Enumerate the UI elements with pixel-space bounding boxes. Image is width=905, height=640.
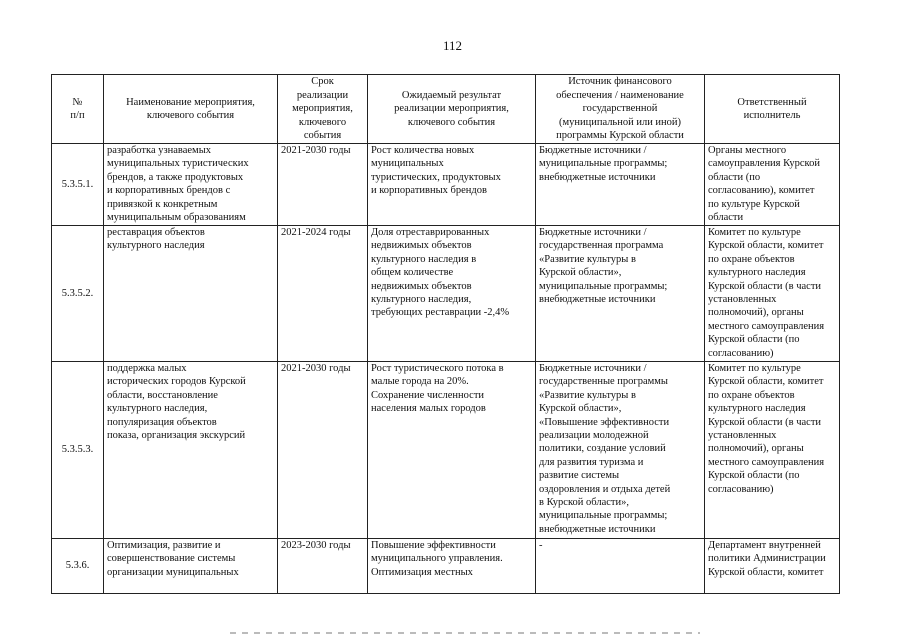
- executor-cell: Органы местного самоуправления Курской области (по согласованию), комитет по культуре Курской области: [705, 144, 840, 226]
- table-row: [52, 539, 840, 594]
- funding-source-cell: Бюджетные источники / государственные программы «Развитие культуры в Курской области», «Повышение эффективности реализации молодежной политики, создание условий для развития туризма и развитие системы оздоровления и отдыха детей в Курской области», муниципальные программы; внебюджетные источники: [536, 362, 705, 539]
- header-number: № п/п: [52, 75, 104, 144]
- term-cell: 2021-2030 годы: [278, 144, 368, 226]
- result-cell: Повышение эффективности муниципального управления. Оптимизация местных: [368, 539, 536, 594]
- header-expected-result: Ожидаемый результат реализации мероприятия, ключевого события: [368, 75, 536, 144]
- funding-source-cell: -: [536, 539, 705, 594]
- row-number: 5.3.5.1.: [52, 144, 104, 226]
- table-row: [52, 226, 840, 362]
- executor-cell: Комитет по культуре Курской области, комитет по охране объектов культурного наследия Курской области (в части установленных полномочий), органы местного самоуправления Курской области (по согласованию): [705, 226, 840, 362]
- row-number: 5.3.5.2.: [52, 226, 104, 362]
- executor-cell: Департамент внутренней политики Администрации Курской области, комитет: [705, 539, 840, 594]
- result-cell: Доля отреставрированных недвижимых объектов культурного наследия в общем количестве недвижимых объектов культурного наследия, требующих реставрации -2,4%: [368, 226, 536, 362]
- table-row: [52, 144, 840, 226]
- row-number: 5.3.5.3.: [52, 362, 104, 539]
- scan-edge-artifact: [230, 632, 700, 634]
- funding-source-cell: Бюджетные источники / государственная программа «Развитие культуры в Курской области», муниципальные программы; внебюджетные источники: [536, 226, 705, 362]
- header-executor: Ответственный исполнитель: [705, 75, 840, 144]
- event-name-cell: поддержка малых исторических городов Курской области, восстановление культурного наследия, популяризация объектов показа, организация экскурсий: [104, 362, 278, 539]
- term-cell: 2021-2030 годы: [278, 362, 368, 539]
- header-funding-source: Источник финансового обеспечения / наименование государственной (муниципальной или иной) программы Курской области: [536, 75, 705, 144]
- result-cell: Рост туристического потока в малые города на 20%. Сохранение численности населения малых городов: [368, 362, 536, 539]
- term-cell: 2023-2030 годы: [278, 539, 368, 594]
- event-name-cell: Оптимизация, развитие и совершенствование системы организации муниципальных: [104, 539, 278, 594]
- funding-source-cell: Бюджетные источники / муниципальные программы; внебюджетные источники: [536, 144, 705, 226]
- header-term: Срок реализации мероприятия, ключевого события: [278, 75, 368, 144]
- event-name-cell: реставрация объектов культурного наследия: [104, 226, 278, 362]
- header-event-name: Наименование мероприятия, ключевого события: [104, 75, 278, 144]
- row-number: 5.3.6.: [52, 539, 104, 594]
- executor-cell: Комитет по культуре Курской области, комитет по охране объектов культурного наследия Курской области (в части установленных полномочий), органы местного самоуправления Курской области (по согласованию): [705, 362, 840, 539]
- action-plan-table: [51, 74, 840, 594]
- page-number: 112: [442, 38, 463, 53]
- term-cell: 2021-2024 годы: [278, 226, 368, 362]
- event-name-cell: разработка узнаваемых муниципальных туристических брендов, а также продуктовых и корпоративных брендов с привязкой к конкретным муниципальным образованиям: [104, 144, 278, 226]
- result-cell: Рост количества новых муниципальных туристических, продуктовых и корпоративных брендов: [368, 144, 536, 226]
- table-row: [52, 362, 840, 539]
- table-header-row: [52, 75, 840, 144]
